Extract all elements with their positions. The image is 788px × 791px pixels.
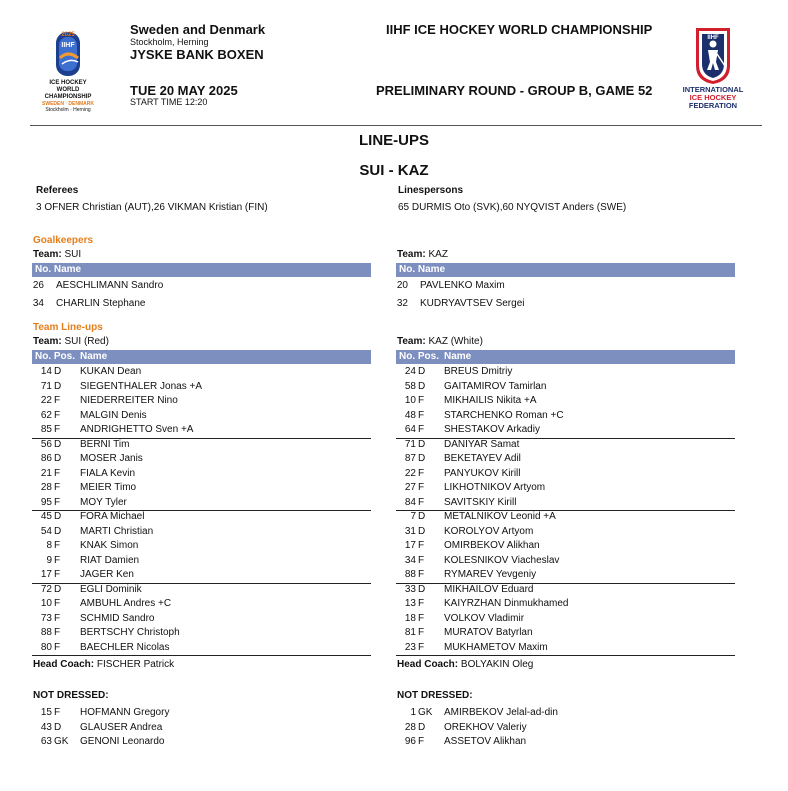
player-number: 64	[404, 424, 416, 435]
player-number: 88	[404, 569, 416, 580]
player-name: ANDRIGHETTO Sven +A	[80, 424, 194, 435]
player-number: 81	[404, 627, 416, 638]
player-row	[396, 612, 735, 627]
not-dressed-row	[396, 706, 735, 721]
player-name: PAVLENKO Maxim	[420, 280, 505, 291]
player-name: ASSETOV Alikhan	[444, 736, 527, 747]
not-dressed-row	[396, 735, 735, 750]
player-number: 48	[404, 409, 416, 421]
player-name: SHESTAKOV Arkadiy	[444, 424, 540, 435]
player-position: F	[54, 540, 61, 551]
player-row	[32, 438, 371, 453]
player-number: 85	[40, 424, 52, 435]
player-name: KUKAN Dean	[80, 366, 142, 377]
player-number: 32	[396, 298, 408, 309]
player-position: F	[54, 467, 61, 479]
player-name: BERTSCHY Christoph	[80, 627, 180, 638]
player-position: F	[418, 627, 425, 638]
player-name: GAITAMIROV Tamirlan	[444, 380, 547, 392]
player-position: GK	[418, 707, 433, 718]
player-name: MIKHAILIS Nikita +A	[444, 395, 537, 406]
player-number: 15	[40, 707, 52, 718]
player-position: D	[54, 583, 62, 595]
goalkeeper-row	[32, 297, 371, 312]
championship-title: IIHF ICE HOCKEY WORLD CHAMPIONSHIP	[386, 22, 653, 37]
player-row	[396, 423, 735, 438]
player-number: 31	[404, 525, 416, 537]
player-position: F	[418, 598, 425, 609]
player-row	[396, 568, 735, 583]
no-name-header: No. Name	[399, 264, 446, 275]
player-number: 96	[404, 736, 416, 747]
player-row	[396, 481, 735, 496]
no-name-header: No. Name	[35, 264, 82, 275]
goalkeeper-row	[32, 279, 371, 294]
right-lineup-header	[396, 350, 735, 364]
player-name: RIAT Damien	[80, 554, 140, 566]
player-row	[396, 641, 735, 656]
player-number: 80	[40, 641, 52, 653]
federation-line1: INTERNATIONAL	[682, 85, 744, 94]
player-row	[32, 539, 371, 554]
team-label: Team:	[397, 249, 426, 260]
team-value: SUI (Red)	[64, 336, 109, 347]
player-name: GLAUSER Andrea	[80, 721, 163, 733]
player-row	[32, 481, 371, 496]
player-number: 17	[40, 569, 52, 580]
player-number: 20	[396, 280, 408, 291]
matchup-title: SUI - KAZ	[359, 162, 429, 179]
player-row	[32, 525, 371, 540]
event-logo-line1: ICE HOCKEY	[49, 80, 87, 86]
team-label: Team:	[397, 336, 426, 347]
player-number: 34	[404, 554, 416, 566]
player-number: 45	[40, 511, 52, 522]
player-row	[396, 626, 735, 641]
player-number: 9	[46, 554, 52, 566]
player-row	[32, 467, 371, 482]
player-position: F	[54, 482, 61, 493]
event-logo-brand: IIHF	[61, 42, 75, 49]
team-lineups-heading: Team Line-ups	[33, 322, 103, 333]
left-gk-header	[32, 263, 371, 277]
player-position: GK	[54, 736, 69, 747]
page-title: LINE-UPS	[358, 132, 429, 149]
left-head-coach	[33, 659, 174, 670]
player-name: SIEGENTHALER Jonas +A	[80, 380, 202, 392]
player-row	[396, 496, 735, 511]
player-name: BERNI Tim	[80, 438, 130, 450]
player-position: F	[418, 467, 425, 479]
right-not-dressed-heading: NOT DRESSED:	[397, 690, 473, 701]
event-logo-line2: WORLD	[56, 87, 80, 93]
player-position: D	[54, 525, 62, 537]
player-position: F	[418, 496, 425, 508]
player-name: GENONI Leonardo	[80, 736, 165, 747]
player-number: 1	[410, 707, 416, 718]
player-position: D	[418, 366, 426, 377]
name-header: Name	[444, 351, 472, 362]
player-position: F	[418, 736, 425, 747]
player-number: 28	[40, 482, 52, 493]
player-number: 10	[40, 598, 52, 609]
player-name: CHARLIN Stephane	[56, 298, 146, 309]
event-logo-year: 2025	[61, 32, 75, 38]
player-row	[32, 641, 371, 656]
player-row	[32, 626, 371, 641]
name-header: Name	[80, 351, 108, 362]
team-label: Team:	[33, 249, 62, 260]
player-name: EGLI Dominik	[80, 583, 142, 595]
player-row	[32, 380, 371, 395]
player-position: F	[418, 612, 425, 624]
player-position: F	[418, 409, 425, 421]
player-position: F	[54, 707, 61, 718]
player-number: 26	[32, 280, 44, 291]
goalkeeper-row	[396, 279, 735, 294]
player-number: 22	[40, 395, 52, 406]
player-position: F	[54, 569, 61, 580]
player-row	[32, 568, 371, 583]
player-row	[32, 583, 371, 598]
player-name: KOROLYOV Artyom	[444, 525, 534, 537]
player-position: F	[418, 482, 425, 493]
not-dressed-row	[396, 721, 735, 736]
player-name: AMBUHL Andres +C	[80, 598, 172, 609]
player-row	[32, 496, 371, 511]
player-position: F	[418, 554, 425, 566]
header-divider	[30, 125, 762, 126]
no-pos-header: No. Pos.	[399, 351, 440, 362]
player-position: D	[54, 511, 62, 522]
game-date: TUE 20 MAY 2025	[130, 83, 238, 98]
player-name: VOLKOV Vladimir	[444, 612, 525, 624]
player-row	[396, 438, 735, 453]
player-name: FIALA Kevin	[80, 467, 136, 479]
player-row	[32, 612, 371, 627]
player-number: 72	[40, 583, 52, 595]
player-row	[396, 467, 735, 482]
player-name: KOLESNIKOV Viacheslav	[444, 554, 560, 566]
player-position: F	[418, 395, 425, 406]
head-coach-value: FISCHER Patrick	[96, 659, 175, 670]
player-position: F	[54, 395, 61, 406]
player-name: STARCHENKO Roman +C	[444, 409, 564, 421]
head-coach-label: Head Coach:	[33, 659, 95, 670]
player-number: 8	[46, 540, 52, 551]
federation-line2: ICE HOCKEY	[689, 93, 737, 102]
player-number: 71	[404, 438, 416, 450]
linespersons-value: 65 DURMIS Oto (SVK),60 NYQVIST Anders (SWE)	[398, 202, 627, 213]
player-number: 56	[40, 438, 52, 450]
player-number: 14	[40, 366, 52, 377]
no-pos-header: No. Pos.	[35, 351, 76, 362]
player-number: 73	[40, 612, 52, 624]
event-logo-line3: CHAMPIONSHIP	[44, 94, 92, 100]
player-number: 7	[410, 511, 416, 522]
player-number: 62	[40, 409, 52, 421]
venue-city: Stockholm, Herning	[130, 37, 209, 47]
player-name: LIKHOTNIKOV Artyom	[444, 482, 546, 493]
player-name: MOY Tyler	[80, 496, 127, 508]
player-row	[32, 423, 371, 438]
player-number: 63	[40, 736, 52, 747]
player-row	[396, 452, 735, 467]
player-name: KAIYRZHAN Dinmukhamed	[444, 598, 569, 609]
player-number: 17	[404, 540, 416, 551]
player-row	[396, 365, 735, 380]
player-row	[396, 380, 735, 395]
player-number: 33	[404, 583, 416, 595]
player-name: RYMAREV Yevgeniy	[444, 569, 537, 580]
federation-logo-brand: IIHF	[707, 35, 719, 41]
player-row	[32, 452, 371, 467]
player-position: D	[418, 380, 426, 392]
left-lineup-header	[32, 350, 371, 364]
player-number: 18	[404, 612, 416, 624]
player-name: OMIRBEKOV Alikhan	[444, 540, 540, 551]
player-name: MIKHAILOV Eduard	[444, 583, 534, 595]
federation-logo	[676, 26, 750, 124]
player-row	[32, 510, 371, 525]
player-number: 84	[404, 496, 416, 508]
player-number: 28	[404, 721, 416, 733]
player-number: 88	[40, 627, 52, 638]
player-row	[32, 554, 371, 569]
player-number: 24	[404, 366, 416, 377]
player-name: KNAK Simon	[80, 540, 139, 551]
referees-label: Referees	[36, 185, 79, 196]
left-not-dressed-heading: NOT DRESSED:	[33, 690, 109, 701]
not-dressed-row	[32, 721, 371, 736]
player-position: D	[54, 366, 62, 377]
player-name: MOSER Janis	[80, 453, 143, 464]
left-gk-team	[33, 249, 81, 260]
player-number: 22	[404, 467, 416, 479]
player-number: 95	[40, 496, 52, 508]
event-logo-cities: Stockholm · Herning	[45, 107, 91, 113]
team-label: Team:	[33, 336, 62, 347]
head-coach-label: Head Coach:	[397, 659, 459, 670]
player-number: 23	[404, 641, 416, 653]
team-value: KAZ (White)	[428, 336, 483, 347]
left-lineup-team	[33, 336, 109, 347]
player-name: MUKHAMETOV Maxim	[444, 641, 548, 653]
federation-line3: FEDERATION	[688, 101, 738, 110]
player-number: 54	[40, 525, 52, 537]
not-dressed-row	[32, 735, 371, 750]
player-name: PANYUKOV Kirill	[444, 467, 521, 479]
player-position: D	[418, 511, 426, 522]
not-dressed-row	[32, 706, 371, 721]
line-divider	[32, 655, 371, 656]
player-row	[32, 409, 371, 424]
line-divider	[396, 655, 735, 656]
player-name: KUDRYAVTSEV Sergei	[420, 298, 525, 309]
player-position: D	[54, 453, 62, 464]
player-name: BAECHLER Nicolas	[80, 641, 170, 653]
venue-country: Sweden and Denmark	[130, 22, 266, 37]
right-head-coach	[397, 659, 533, 670]
player-name: AESCHLIMANN Sandro	[56, 280, 164, 291]
player-position: F	[418, 540, 425, 551]
player-name: SAVITSKIY Kirill	[444, 496, 517, 508]
goalkeepers-heading: Goalkeepers	[33, 235, 94, 246]
player-position: D	[418, 721, 426, 733]
player-name: SCHMID Sandro	[80, 612, 155, 624]
player-row	[396, 394, 735, 409]
player-name: MARTI Christian	[80, 525, 154, 537]
player-position: D	[418, 525, 426, 537]
player-number: 34	[32, 298, 44, 309]
player-position: F	[54, 598, 61, 609]
player-position: F	[54, 409, 61, 421]
player-position: D	[54, 438, 62, 450]
player-row	[396, 525, 735, 540]
player-row	[396, 554, 735, 569]
player-name: BEKETAYEV Adil	[444, 453, 521, 464]
team-value: SUI	[64, 249, 82, 260]
player-number: 13	[404, 598, 416, 609]
player-row	[32, 597, 371, 612]
right-gk-header	[396, 263, 735, 277]
player-row	[396, 510, 735, 525]
player-position: F	[54, 612, 61, 624]
player-name: METALNIKOV Leonid +A	[444, 511, 556, 522]
player-number: 21	[40, 467, 52, 479]
player-number: 71	[40, 380, 52, 392]
event-logo-hosts: SWEDEN · DENMARK	[42, 101, 94, 107]
player-row	[32, 365, 371, 380]
player-name: JAGER Ken	[80, 569, 134, 580]
player-position: F	[418, 569, 425, 580]
player-number: 10	[404, 395, 416, 406]
player-name: BREUS Dmitriy	[444, 366, 513, 377]
player-number: 43	[40, 721, 52, 733]
player-name: DANIYAR Samat	[444, 438, 520, 450]
player-position: F	[54, 554, 61, 566]
player-position: F	[54, 496, 61, 508]
player-position: F	[418, 424, 425, 435]
player-position: D	[418, 453, 426, 464]
player-row	[32, 394, 371, 409]
player-number: 86	[40, 453, 52, 464]
player-position: F	[54, 627, 61, 638]
player-name: FORA Michael	[80, 511, 145, 522]
right-lineup-team	[397, 336, 483, 347]
player-position: F	[418, 641, 425, 653]
player-position: D	[418, 583, 426, 595]
player-name: OREKHOV Valeriy	[444, 721, 527, 733]
player-position: D	[54, 721, 62, 733]
head-coach-value: BOLYAKIN Oleg	[460, 659, 534, 670]
player-name: HOFMANN Gregory	[80, 707, 170, 718]
player-name: MEIER Timo	[80, 482, 137, 493]
player-row	[396, 409, 735, 424]
linespersons-label: Linespersons	[398, 185, 464, 196]
player-position: D	[54, 380, 62, 392]
player-row	[396, 539, 735, 554]
player-number: 87	[404, 453, 416, 464]
round-title: PRELIMINARY ROUND - GROUP B, GAME 52	[376, 83, 653, 98]
player-name: AMIRBEKOV Jelal-ad-din	[444, 707, 558, 718]
goalkeeper-row	[396, 297, 735, 312]
player-position: F	[54, 641, 61, 653]
player-name: NIEDERREITER Nino	[80, 395, 178, 406]
venue-arena: JYSKE BANK BOXEN	[130, 47, 264, 62]
event-logo	[28, 28, 108, 123]
player-name: MALGIN Denis	[80, 409, 147, 421]
player-row	[396, 597, 735, 612]
player-number: 58	[404, 380, 416, 392]
start-time: START TIME 12:20	[130, 97, 208, 107]
player-position: D	[418, 438, 426, 450]
right-gk-team	[397, 249, 448, 260]
referees-value: 3 OFNER Christian (AUT),26 VIKMAN Kristian (FIN)	[36, 202, 268, 213]
player-position: F	[54, 424, 61, 435]
player-name: MURATOV Batyrlan	[444, 627, 533, 638]
team-value: KAZ	[428, 249, 448, 260]
player-row	[396, 583, 735, 598]
player-number: 27	[404, 482, 416, 493]
